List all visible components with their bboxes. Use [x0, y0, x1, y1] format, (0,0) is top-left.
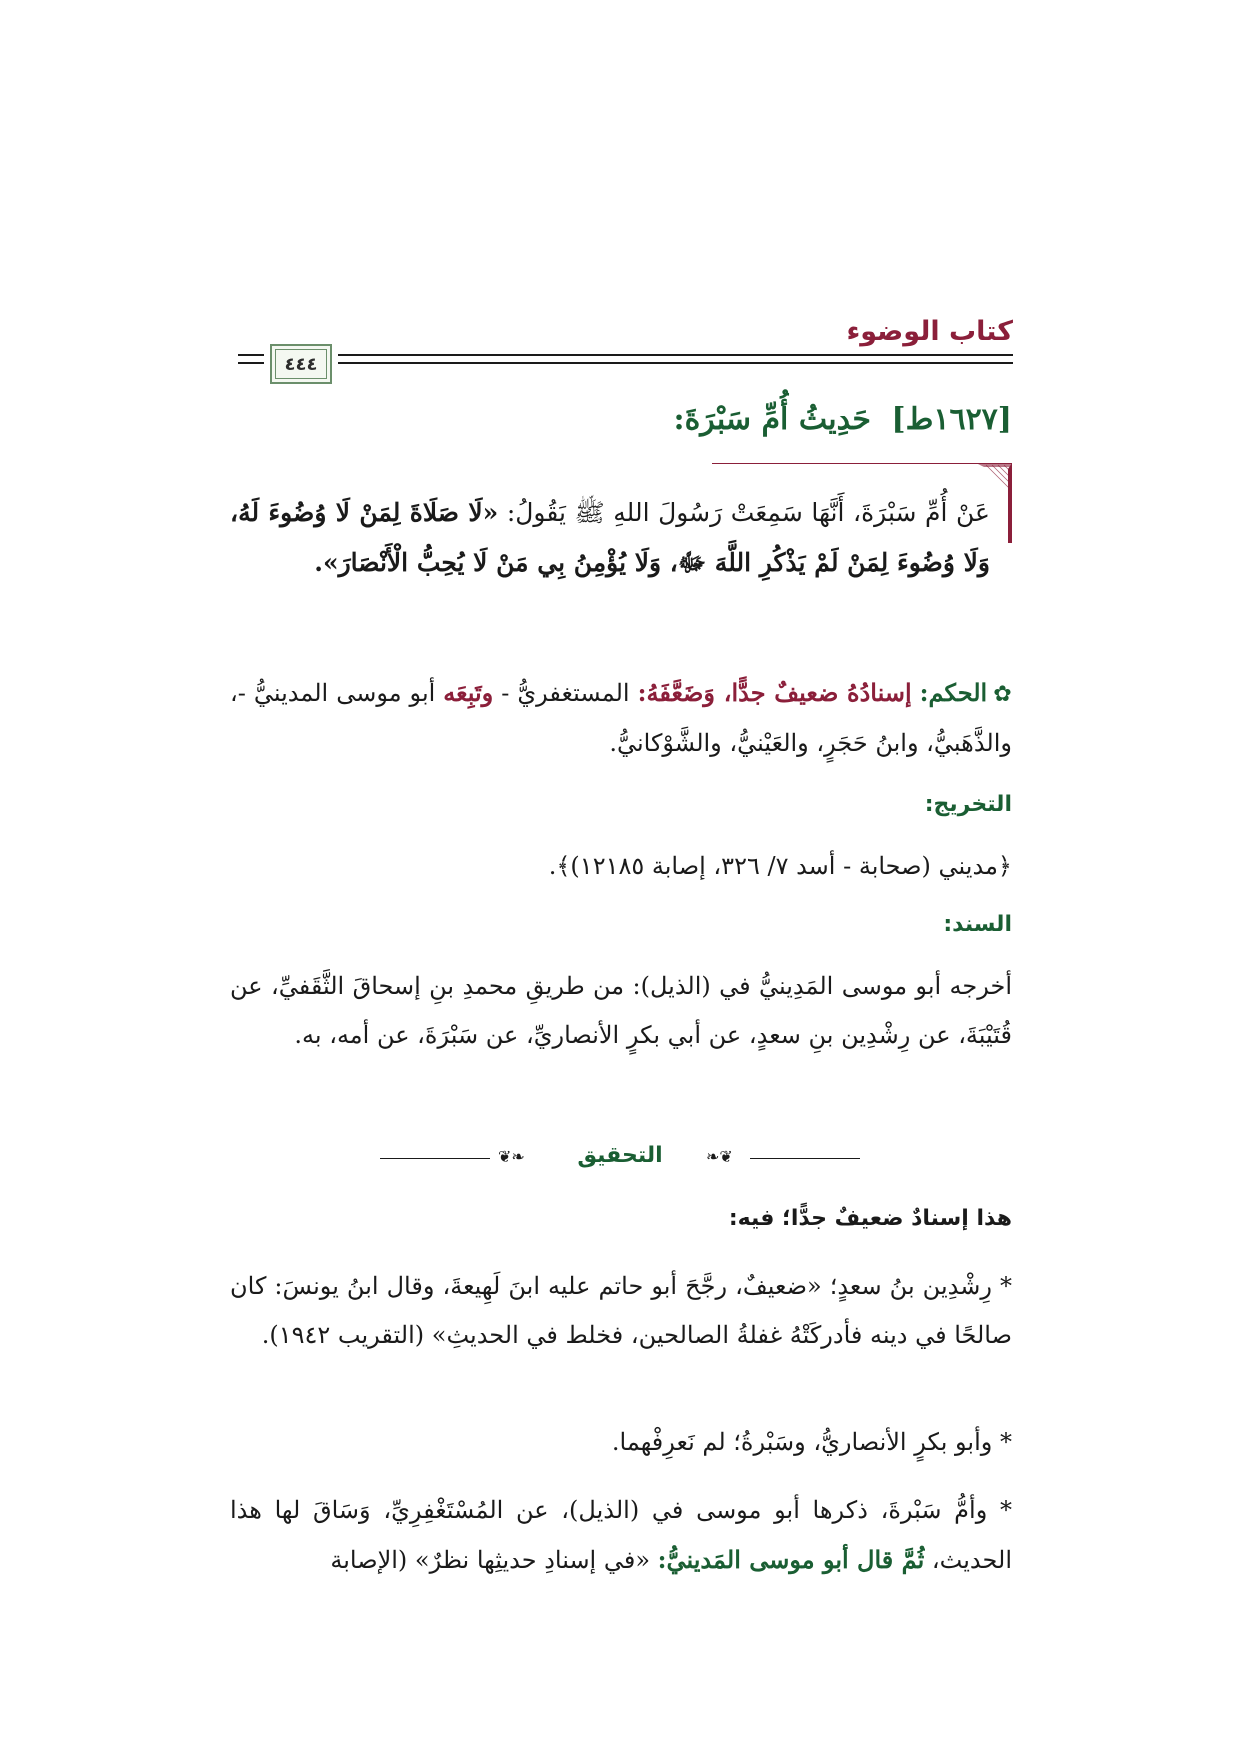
header-rule-short-bottom [238, 362, 264, 364]
hadith-body: «لَا صَلَاةَ لِمَنْ لَا وُضُوءَ لَهُ، وَلَا وُضُوءَ لِمَنْ لَمْ يَذْكُرِ اللَّهَ ﷻ، وَلَا يُؤْمِنُ بِي مَنْ لَا يُحِبُّ الْأَنْصَارَ». [230, 498, 990, 577]
divider-line-right [750, 1158, 860, 1159]
ruling-text-2: أبو موسى المدينيُّ -، والذَّهَبيُّ، وابنُ حَجَرٍ، والعَيْنيُّ، والشَّوْكانيُّ. [230, 679, 1012, 757]
hadith-number: [١٦٢٧ط] [891, 402, 1012, 437]
tahqiq-divider [380, 1143, 860, 1173]
page-header [238, 316, 1013, 386]
ruling-paragraph [230, 668, 1012, 768]
hadith-text [230, 488, 990, 588]
ruling-text-1: المستغفريُّ - [493, 679, 638, 707]
header-rule-bottom [338, 362, 1013, 364]
tahqiq-heading: التحقيق [577, 1143, 663, 1168]
flower-icon: ✿ [993, 682, 1012, 707]
ruling-followed: وتَبِعَه [443, 678, 494, 707]
running-title: كتاب الوضوء [846, 316, 1013, 347]
divider-ornament-icon: ❦❧ [706, 1147, 733, 1166]
tahqiq-item-rishdin: * رِشْدِين بنُ سعدٍ؛ «ضعيفٌ، رجَّحَ أبو حاتم عليه ابنَ لَهِيعةَ، وقال ابنُ يونسَ: كان صالحًا في دينه فأدركَتْهُ غفلةُ الصالحين، فخلط في الحديثِ» (التقريب ١٩٤٢). [230, 1272, 1012, 1349]
sanad-text: أخرجه أبو موسى المَدِينيُّ في (الذيل): من طريقِ محمدِ بنِ إسحاقَ الثَّقَفيِّ، عن قُتَيْبَةَ، عن رِشْدِين بنِ سعدٍ، عن أبي بكرٍ الأنصاريِّ، عن سَبْرَةَ، عن أمه، به. [230, 972, 1012, 1049]
item3-text-a: * وأمُّ سَبْرةَ، ذكرها أبو موسى في (الذيل)، عن المُسْتَغْفِرِيِّ، وَسَاقَ لها هذا الحديث، [230, 1496, 1012, 1574]
ruling-verdict: إسنادُهُ ضعيفٌ جدًّا، وَضَعَّفَهُ: [637, 678, 912, 707]
heading-underline [712, 463, 1012, 464]
divider-line-left [380, 1158, 490, 1159]
tahqiq-item-umm-sabra [230, 1486, 1012, 1585]
header-rule-top [338, 354, 1013, 356]
divider-ornament-icon: ❧❦ [498, 1147, 525, 1166]
tahqiq-item-abu-bakr: * وأبو بكرٍ الأنصاريُّ، وسَبْرةُ؛ لم نَعرِفْهما. [611, 1428, 1012, 1456]
sanad-label: السند: [943, 912, 1012, 937]
item3-text-c: «في إسنادِ حديثِها نظرٌ» (الإصابة [330, 1546, 658, 1574]
takhrij-text: ﴿مديني (صحابة - أسد ٧/ ٣٢٦، إصابة ١٢١٨٥)﴾. [548, 852, 1012, 880]
hadith-intro: عَنْ أُمِّ سَبْرَةَ، أَنَّهَا سَمِعَتْ رَسُولَ اللهِ ﷺ يَقُولُ: [498, 498, 990, 527]
tahqiq-intro: هذا إسنادٌ ضعيفٌ جدًّا؛ فيه: [728, 1206, 1012, 1231]
ruling-label: الحكم: [919, 678, 988, 707]
hadith-heading [674, 402, 1013, 437]
page-number: ٤٤٤ [284, 353, 318, 375]
page-number-frame [270, 344, 332, 384]
header-rule-short-top [238, 354, 264, 356]
takhrij-label: التخريج: [924, 792, 1012, 817]
hadith-title: حَدِيثُ أُمِّ سَبْرَةَ: [673, 402, 871, 437]
item3-highlight: ثُمَّ قال أبو موسى المَدينيُّ: [657, 1545, 925, 1574]
